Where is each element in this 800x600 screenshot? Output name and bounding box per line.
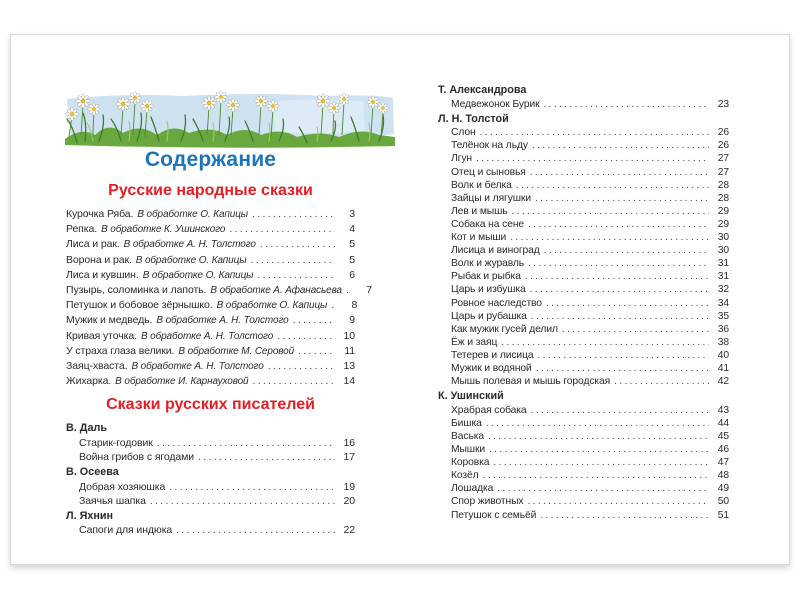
author-name: Л. Яхнин — [66, 510, 114, 523]
toc-entry — [66, 207, 355, 222]
dot-leader — [489, 443, 709, 456]
dot-leader — [530, 283, 709, 296]
entry-title: Ворона и рак. — [66, 253, 132, 266]
entry-title: Лошадка — [451, 483, 494, 495]
entry-title: Кривая уточка. — [66, 329, 137, 342]
toc-entry — [438, 456, 729, 469]
author-group — [66, 421, 355, 464]
toc-entry — [438, 98, 729, 111]
entry-title: Мужик и водяной — [451, 362, 532, 374]
entry-page-number: 10 — [343, 329, 355, 342]
dot-leader — [510, 231, 709, 244]
dot-leader — [331, 298, 337, 312]
entry-title: Пузырь, соломинка и лапоть. — [66, 284, 207, 297]
toc-entry — [438, 362, 729, 375]
entry-page-number: 43 — [717, 404, 729, 416]
entry-title: Бишка — [451, 417, 482, 429]
entry-title: Собака на сене — [451, 218, 525, 230]
author-group — [66, 509, 355, 538]
entry-note: В обработке О. Капицы — [216, 300, 328, 312]
entry-page-number: 26 — [717, 140, 729, 152]
entry-page-number: 46 — [717, 444, 729, 456]
toc-entry — [66, 359, 355, 374]
entry-title: Мышки — [451, 444, 485, 456]
dot-leader — [544, 98, 709, 111]
entry-page-number: 51 — [717, 509, 729, 521]
dot-leader — [528, 218, 709, 231]
entry-page-number: 17 — [343, 451, 355, 464]
dot-leader — [531, 310, 709, 323]
entry-page-number: 26 — [717, 127, 729, 139]
dot-leader — [150, 494, 335, 508]
entry-page-number: 11 — [344, 344, 355, 357]
chapter-heading: Русские народные сказки — [108, 182, 313, 199]
entry-page-number: 34 — [717, 297, 729, 309]
entry-page-number: 3 — [349, 208, 355, 220]
dot-leader — [260, 237, 335, 251]
author-name: Т. Александрова — [438, 84, 527, 96]
toc-entry — [438, 270, 729, 283]
dot-leader — [497, 482, 709, 495]
dot-leader — [257, 268, 335, 282]
entry-title: Тетерев и лисица — [451, 349, 534, 361]
toc-entry — [66, 253, 355, 268]
entry-title: Зайцы и лягушки — [451, 192, 531, 204]
contents-title: Содержание — [144, 148, 277, 171]
dot-leader — [346, 283, 352, 297]
entry-page-number: 45 — [717, 430, 729, 442]
entry-title: Васька — [451, 430, 484, 442]
entry-page-number: 41 — [717, 362, 729, 374]
toc-entry — [66, 329, 355, 344]
dot-leader — [476, 152, 709, 165]
entry-title: Волк и белка — [451, 179, 512, 191]
dot-leader — [530, 166, 709, 179]
toc-entry — [66, 298, 358, 313]
toc-entry — [438, 417, 729, 430]
entry-page-number: 49 — [717, 483, 729, 495]
entry-title: Жихарка. — [66, 375, 112, 388]
author-group — [438, 113, 729, 388]
toc-entry — [438, 297, 729, 310]
toc-entry — [438, 152, 729, 165]
toc-entry — [438, 205, 729, 218]
entry-title: Рыбак и рыбка — [451, 271, 521, 283]
entry-note: В обработке К. Ушинского — [101, 224, 226, 236]
entry-title: Храбрая собака — [451, 404, 527, 416]
toc-entry — [438, 349, 729, 362]
dot-leader — [252, 207, 335, 221]
dot-leader — [169, 480, 335, 494]
entry-page-number: 5 — [349, 238, 355, 251]
dot-leader — [488, 430, 709, 443]
entry-title: Война грибов с ягодами — [79, 451, 195, 464]
author-name: К. Ушинский — [438, 390, 504, 403]
toc-entry — [66, 494, 355, 508]
entry-title: Петушок с семьёй — [451, 509, 537, 521]
entry-page-number: 29 — [717, 205, 729, 217]
entry-page-number: 14 — [343, 375, 355, 388]
toc-entry — [438, 139, 729, 152]
entry-title: Лгун — [451, 153, 472, 165]
dot-leader — [525, 270, 709, 283]
entry-page-number: 22 — [343, 524, 355, 537]
entry-page-number: 7 — [366, 284, 372, 297]
dot-leader — [486, 417, 709, 430]
entry-title: Мышь полевая и мышь городская — [451, 376, 611, 388]
entry-title: Лиса и кувшин. — [66, 268, 139, 281]
toc-entry — [66, 523, 355, 537]
toc-entry — [438, 283, 729, 296]
entry-title: Козёл — [451, 470, 479, 482]
dot-leader — [546, 297, 709, 310]
dot-leader — [562, 323, 709, 336]
entry-page-number: 32 — [717, 284, 729, 296]
dot-leader — [536, 362, 709, 375]
entry-note: В обработке О. Капицы — [137, 209, 249, 220]
author-name: Л. Н. Толстой — [438, 112, 509, 125]
entry-page-number: 30 — [717, 232, 729, 244]
entry-page-number: 50 — [717, 496, 729, 508]
toc-entry — [438, 257, 729, 270]
dot-leader — [277, 329, 335, 343]
author-group — [66, 465, 355, 508]
entry-page-number: 4 — [349, 223, 355, 236]
entry-title: Лиса и рак. — [66, 238, 120, 251]
author-name: В. Осеева — [66, 466, 119, 479]
entry-title: Волк и журавль — [451, 258, 525, 270]
entry-title: Заяц-хваста. — [66, 360, 128, 373]
entry-page-number: 13 — [343, 360, 355, 373]
chamomile-illustration — [63, 89, 397, 151]
left-toc — [66, 181, 372, 538]
entry-page-number: 29 — [717, 218, 729, 230]
toc-entry — [438, 495, 729, 508]
dot-leader — [528, 257, 709, 270]
toc-entry — [438, 509, 729, 522]
dot-leader — [293, 313, 335, 327]
dot-leader — [614, 375, 709, 388]
toc-entry — [438, 310, 729, 323]
dot-leader — [538, 349, 709, 362]
entry-title: Сапоги для индюка — [79, 524, 173, 537]
dot-leader — [493, 456, 709, 469]
entry-page-number: 16 — [343, 436, 355, 449]
entry-page-number: 35 — [717, 310, 729, 322]
toc-entry — [66, 436, 355, 450]
entry-page-number: 27 — [717, 166, 729, 178]
right-toc — [438, 84, 729, 522]
toc-entry — [66, 268, 355, 283]
entry-title: Слон — [451, 127, 476, 139]
dot-leader — [532, 139, 709, 152]
entry-title: Отец и сыновья — [451, 166, 526, 178]
toc-entry — [66, 313, 355, 328]
dot-leader — [527, 495, 709, 508]
toc-entry — [438, 430, 729, 443]
entry-title: Коровка — [451, 457, 490, 469]
toc-entry — [438, 231, 729, 244]
toc-entry — [66, 450, 355, 464]
entry-title: Спор животных — [451, 496, 524, 508]
toc-entry — [438, 404, 729, 417]
toc-entry — [438, 323, 729, 336]
left-page — [66, 147, 372, 538]
dot-leader — [229, 222, 335, 236]
dot-leader — [250, 253, 335, 267]
dot-leader — [298, 344, 335, 358]
entry-page-number: 30 — [717, 245, 729, 257]
entry-title: Ёж и заяц — [451, 336, 498, 348]
toc-entry — [66, 480, 355, 494]
toc-entry — [66, 237, 355, 252]
entry-note: В обработке А. Н. Толстого — [140, 330, 274, 342]
entry-page-number: 44 — [717, 417, 729, 429]
entry-page-number: 28 — [717, 179, 729, 191]
toc-entry — [66, 374, 355, 389]
entry-title: Мужик и медведь. — [66, 314, 153, 327]
toc-entry — [438, 166, 729, 179]
author-name: В. Даль — [66, 422, 107, 435]
entry-note: В обработке А. Афанасьева — [210, 285, 342, 297]
dot-leader — [480, 126, 709, 139]
entry-page-number: 5 — [349, 253, 355, 266]
entry-page-number: 19 — [343, 480, 355, 493]
right-page — [438, 82, 729, 522]
dot-leader — [157, 436, 335, 450]
entry-title: Добрая хозяюшка — [79, 480, 166, 493]
dot-leader — [531, 404, 709, 417]
toc-entry — [438, 192, 729, 205]
dot-leader — [512, 205, 709, 218]
chapter-heading: Сказки русских писателей — [106, 396, 315, 414]
dot-leader — [544, 244, 709, 257]
author-group — [66, 207, 372, 389]
entry-title: Царь и избушка — [451, 284, 526, 296]
entry-title: Как мужик гусей делил — [451, 323, 558, 335]
entry-page-number: 27 — [717, 153, 729, 165]
dot-leader — [516, 179, 709, 192]
entry-title: Ровное наследство — [451, 297, 542, 309]
entry-note: В обработке М. Серовой — [178, 345, 295, 357]
toc-entry — [66, 344, 355, 359]
entry-page-number: 23 — [717, 98, 729, 110]
toc-entry — [438, 443, 729, 456]
entry-title: Курочка Ряба. — [66, 208, 134, 220]
entry-title: Телёнок на льду — [451, 140, 528, 152]
entry-page-number: 31 — [717, 258, 729, 270]
entry-page-number: 47 — [717, 457, 729, 469]
book-spread — [10, 34, 790, 565]
toc-entry — [438, 126, 729, 139]
author-group — [438, 84, 729, 111]
entry-note: В обработке О. Капицы — [135, 254, 247, 266]
dot-leader — [268, 359, 335, 373]
dot-leader — [535, 192, 709, 205]
toc-entry — [438, 244, 729, 257]
entry-title: Кот и мыши — [451, 232, 507, 244]
entry-title: Медвежонок Бурик — [451, 98, 540, 110]
toc-entry — [438, 375, 729, 388]
entry-page-number: 8 — [351, 299, 358, 312]
toc-entry — [438, 482, 729, 495]
dot-leader — [176, 523, 335, 537]
entry-title: Репка. — [66, 223, 98, 236]
entry-title: У страха глаза велики. — [66, 344, 175, 357]
dot-leader — [198, 450, 335, 464]
dot-leader — [483, 469, 709, 482]
entry-page-number: 40 — [717, 349, 729, 361]
entry-note: В обработке О. Капицы — [142, 269, 254, 281]
entry-page-number: 9 — [349, 314, 355, 327]
entry-title: Лев и мышь — [451, 205, 508, 217]
entry-page-number: 48 — [717, 470, 729, 482]
dot-leader — [501, 336, 709, 349]
entry-title: Петушок и бобовое зёрнышко. — [66, 299, 213, 312]
entry-note: В обработке А. Н. Толстого — [131, 361, 264, 373]
dot-leader — [540, 509, 709, 522]
dot-leader — [253, 374, 336, 388]
entry-page-number: 28 — [717, 192, 729, 204]
toc-entry — [66, 283, 372, 298]
entry-page-number: 31 — [717, 271, 729, 283]
entry-note: В обработке А. Н. Толстого — [156, 315, 289, 327]
entry-title: Лисица и виноград — [451, 245, 540, 257]
entry-page-number: 6 — [349, 268, 355, 281]
entry-page-number: 42 — [717, 376, 729, 388]
entry-title: Заячья шапка — [79, 494, 146, 507]
entry-page-number: 38 — [717, 336, 729, 348]
toc-entry — [438, 336, 729, 349]
entry-note: В обработке А. Н. Толстого — [123, 239, 256, 251]
author-group — [438, 390, 729, 521]
entry-page-number: 20 — [343, 494, 355, 507]
toc-entry — [66, 222, 355, 237]
entry-page-number: 36 — [717, 323, 729, 335]
entry-title: Старик-годовик — [79, 436, 153, 449]
entry-title: Царь и рубашка — [451, 310, 527, 322]
entry-note: В обработке И. Карнауховой — [115, 376, 249, 388]
toc-entry — [438, 179, 729, 192]
toc-entry — [438, 469, 729, 482]
toc-entry — [438, 218, 729, 231]
